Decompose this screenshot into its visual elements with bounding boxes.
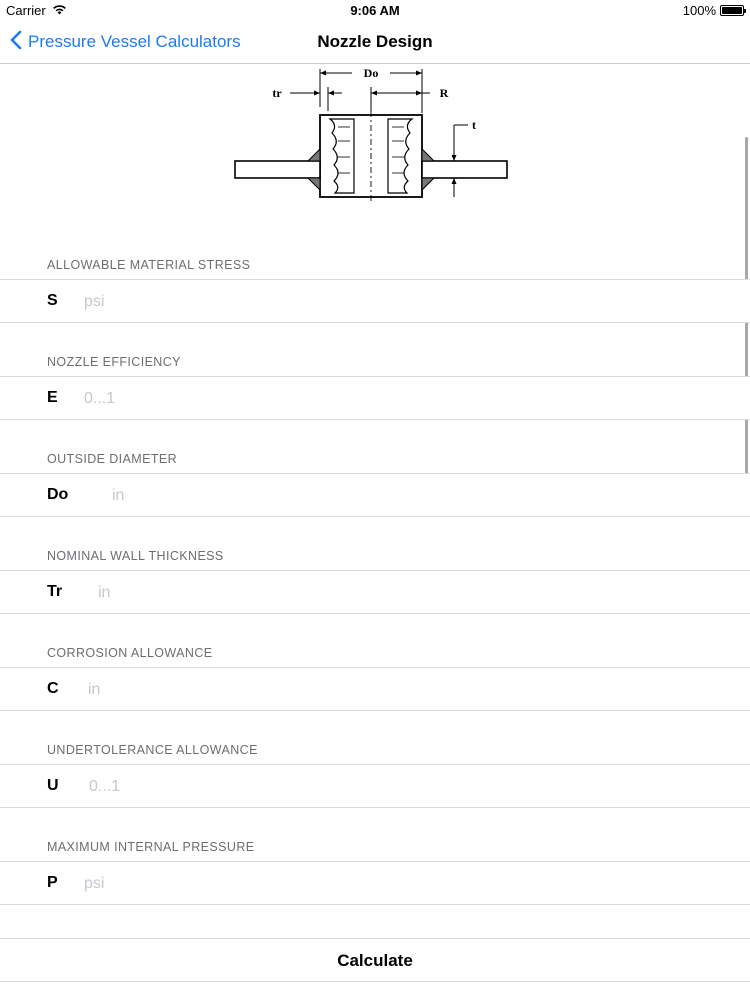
battery-status	[683, 3, 744, 18]
status-bar	[0, 0, 750, 20]
undertolerance-input[interactable]	[89, 773, 689, 801]
max-pressure-input[interactable]	[84, 870, 684, 898]
field-label-c: C	[47, 680, 59, 697]
battery-icon	[720, 5, 744, 16]
calculate-button[interactable]: Calculate	[0, 938, 750, 982]
battery-percentage: 100%	[682, 3, 716, 18]
diagram-label-do: Do	[363, 66, 379, 80]
wall-thickness-input[interactable]	[98, 579, 698, 607]
section-header-wall-thickness: NOMINAL WALL THICKNESS	[47, 549, 224, 563]
field-row-corrosion-allowance	[0, 667, 750, 711]
section-header-undertolerance: UNDERTOLERANCE ALLOWANCE	[47, 743, 258, 757]
page-title: Nozzle Design	[317, 32, 433, 51]
diagram-label-t: t	[472, 118, 476, 132]
field-label-do: Do	[47, 486, 69, 503]
field-row-nozzle-efficiency	[0, 376, 750, 420]
field-label-u: U	[47, 777, 59, 794]
field-label-s: S	[47, 292, 58, 309]
field-label-e: E	[47, 389, 58, 406]
diagram-label-tr: tr	[272, 86, 282, 100]
battery-fill	[722, 7, 742, 14]
carrier-label: Carrier	[6, 3, 46, 18]
field-label-tr: Tr	[47, 583, 63, 600]
back-button-label: Pressure Vessel Calculators	[28, 32, 241, 51]
outside-diameter-input[interactable]	[112, 482, 712, 510]
form-content[interactable]	[0, 65, 750, 1000]
section-header-max-pressure: MAXIMUM INTERNAL PRESSURE	[47, 840, 255, 854]
field-label-p: P	[47, 874, 58, 891]
corrosion-allowance-input[interactable]	[88, 676, 688, 704]
section-header-outside-diameter: OUTSIDE DIAMETER	[47, 452, 178, 466]
allowable-stress-input[interactable]	[84, 288, 684, 316]
field-row-allowable-stress	[0, 279, 750, 323]
nozzle-diagram	[230, 65, 515, 205]
field-row-outside-diameter	[0, 473, 750, 517]
section-header-corrosion-allowance: CORROSION ALLOWANCE	[47, 646, 213, 660]
field-row-wall-thickness	[0, 570, 750, 614]
section-header-allowable-stress: ALLOWABLE MATERIAL STRESS	[47, 258, 251, 272]
diagram-label-r: R	[439, 86, 449, 100]
field-row-max-pressure	[0, 861, 750, 905]
field-row-undertolerance	[0, 764, 750, 808]
nozzle-efficiency-input[interactable]	[84, 385, 684, 413]
section-header-nozzle-efficiency: NOZZLE EFFICIENCY	[47, 355, 181, 369]
navigation-bar	[0, 20, 750, 64]
status-time: 9:06 AM	[350, 3, 400, 18]
